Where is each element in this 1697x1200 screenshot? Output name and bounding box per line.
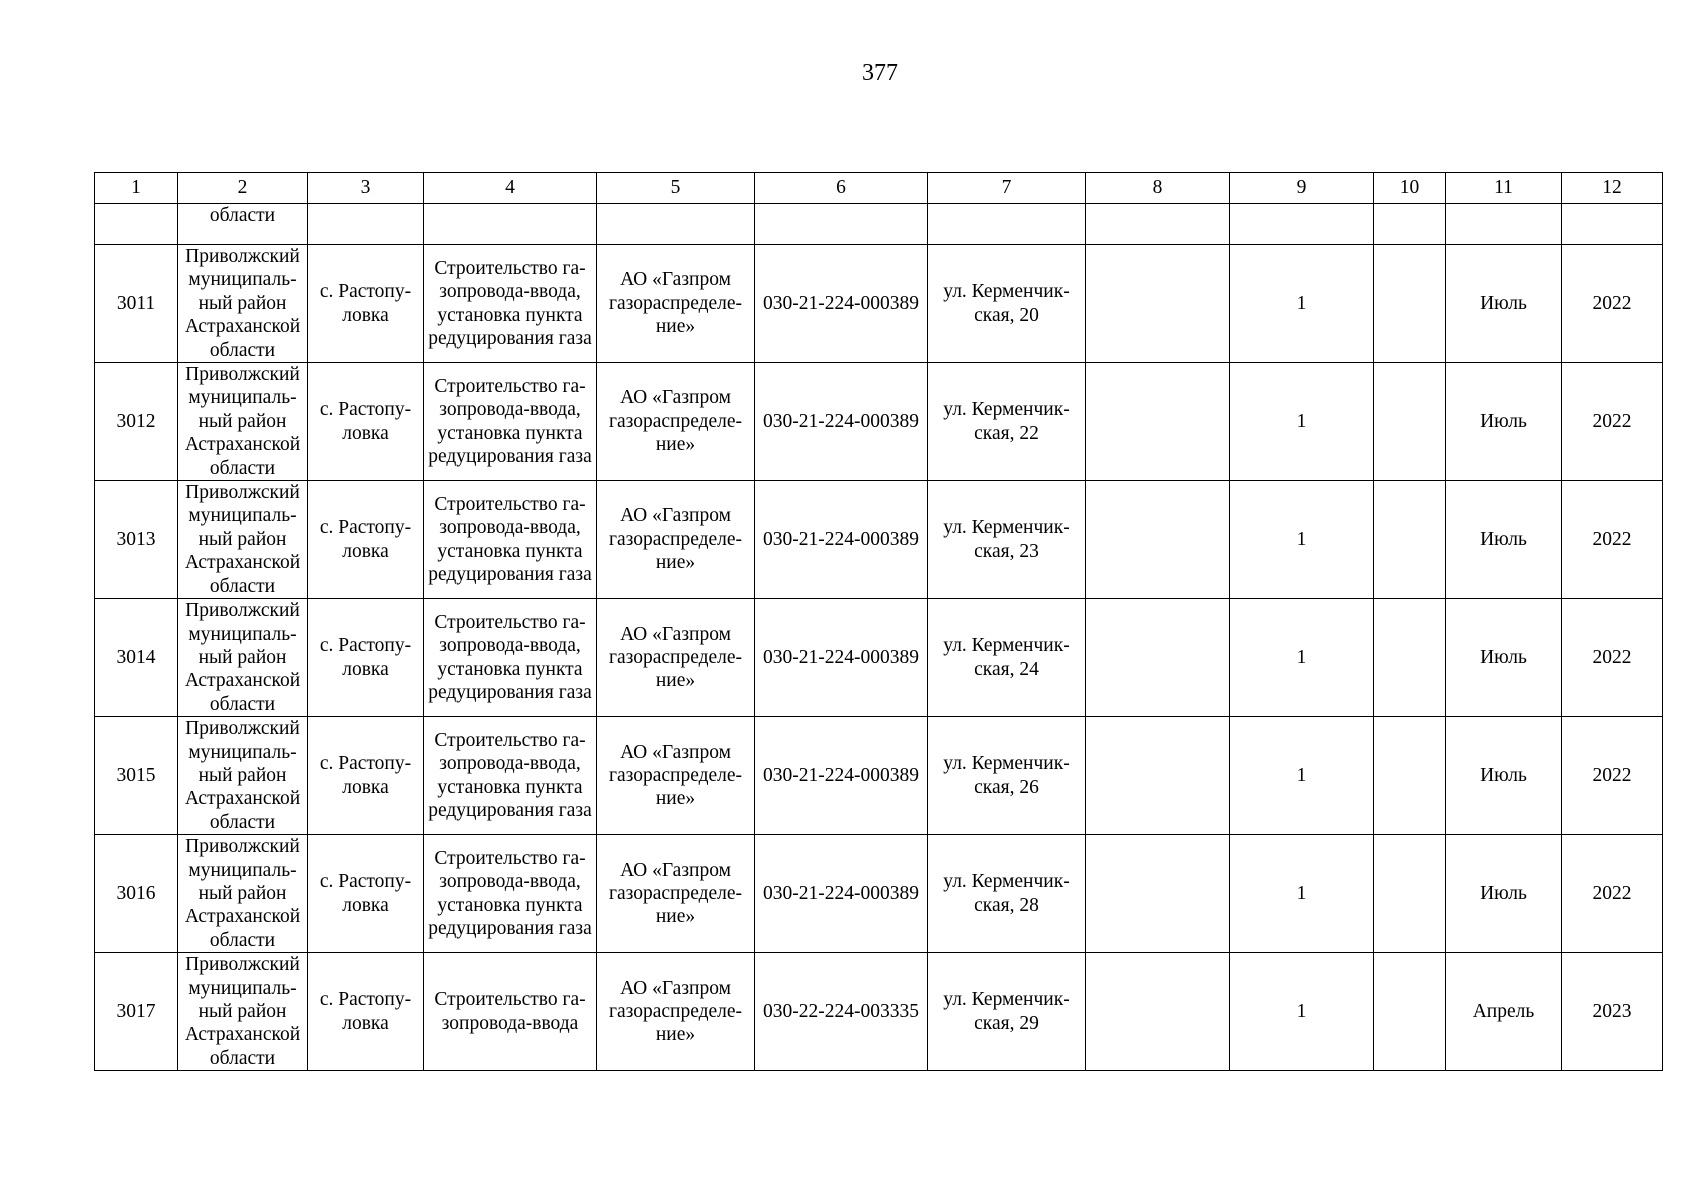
page-number: 377: [862, 60, 898, 86]
table-cell-col-12: [1562, 363, 1663, 481]
cell-text: 2022: [1592, 410, 1632, 432]
cell-text: Строительство га- зопровода-ввода, установка пункта редуцирования газа: [428, 847, 592, 940]
table-cell-col-1: [95, 204, 178, 245]
cell-text: 2022: [1592, 764, 1632, 786]
table-cell-col-8: [1086, 599, 1230, 717]
table-cell-col-3: [308, 717, 424, 835]
table-cell-col-4: [424, 953, 597, 1071]
table-cell-col-11: [1446, 481, 1562, 599]
table-cell-col-3: [308, 173, 424, 204]
cell-text: ул. Керменчик- ская, 26: [943, 753, 1070, 798]
table-cell-col-2: [178, 953, 308, 1071]
cell-text: АО «Газпром газораспределе- ние»: [608, 859, 743, 928]
cell-text: 12: [1602, 177, 1622, 199]
table-cell-col-7: [928, 599, 1086, 717]
cell-text: ул. Керменчик- ская, 29: [943, 989, 1070, 1034]
cell-text: 1: [1296, 410, 1307, 432]
table-cell-col-11: [1446, 835, 1562, 953]
table-cell-col-12: [1562, 204, 1663, 245]
cell-text: Строительство га- зопровода-ввода, установка пункта редуцирования газа: [428, 257, 592, 349]
cell-text: 3016: [116, 882, 156, 904]
table-cell-col-8: [1086, 363, 1230, 481]
table-cell-col-8: [1086, 717, 1230, 835]
table-cell-col-11: [1446, 204, 1562, 245]
table-cell-col-6: [755, 173, 928, 204]
table-cell-col-9: [1230, 599, 1374, 717]
table-cell-col-5: [597, 245, 755, 363]
cell-text: 030-21-224-000389: [763, 764, 919, 786]
table-cell-col-10: [1374, 481, 1446, 599]
cell-text: 1: [1296, 292, 1307, 314]
table-cell-col-1: [95, 953, 178, 1071]
cell-text: области: [209, 205, 276, 226]
cell-text: Строительство га- зопровода-ввода, установка пункта редуцирования газа: [428, 493, 592, 585]
cell-text: Приволжский муниципаль- ный район Астраханской области: [184, 246, 301, 361]
table-cell-col-11: [1446, 245, 1562, 363]
table-cell-col-6: [755, 204, 928, 245]
cell-text: Приволжский муниципаль- ный район Астраханской области: [184, 364, 301, 479]
table-cell-col-12: [1562, 245, 1663, 363]
cell-text: Строительство га- зопровода-ввода, установка пункта редуцирования газа: [428, 611, 592, 704]
table-cell-col-9: [1230, 481, 1374, 599]
table-cell-col-5: [597, 204, 755, 245]
continuation-row: [95, 204, 1663, 245]
cell-text: с. Растопу- ловка: [319, 753, 412, 798]
cell-text: Приволжский муниципаль- ный район Астраханской области: [184, 718, 301, 833]
cell-text: 030-21-224-000389: [763, 528, 919, 550]
table-cell-col-10: [1374, 717, 1446, 835]
table-cell-col-1: [95, 481, 178, 599]
table-cell-col-12: [1562, 953, 1663, 1071]
table-cell-col-9: [1230, 953, 1374, 1071]
cell-text: Июль: [1480, 410, 1527, 432]
cell-text: 8: [1152, 177, 1163, 199]
table-cell-col-7: [928, 363, 1086, 481]
table-cell-col-2: [178, 363, 308, 481]
cell-text: АО «Газпром газораспределе- ние»: [608, 505, 743, 574]
table-cell-col-5: [597, 835, 755, 953]
table-cell-col-2: [178, 173, 308, 204]
cell-text: 3014: [116, 646, 156, 668]
table-row: [95, 481, 1663, 599]
table-cell-col-4: [424, 835, 597, 953]
cell-text: 1: [1296, 646, 1307, 668]
cell-text: ул. Керменчик- ская, 20: [943, 281, 1070, 326]
table-cell-col-4: [424, 717, 597, 835]
cell-text: 3011: [116, 292, 156, 314]
table-cell-col-1: [95, 599, 178, 717]
table-cell-col-6: [755, 481, 928, 599]
table-cell-col-4: [424, 363, 597, 481]
table-cell-col-1: [95, 363, 178, 481]
table-cell-col-12: [1562, 717, 1663, 835]
cell-text: 4: [505, 177, 515, 199]
cell-text: Июль: [1480, 528, 1527, 550]
cell-text: Июль: [1480, 292, 1527, 314]
cell-text: 3012: [116, 410, 156, 432]
table-cell-col-5: [597, 953, 755, 1071]
table-cell-col-9: [1230, 717, 1374, 835]
table-row: [95, 835, 1663, 953]
cell-text: 3: [360, 177, 371, 199]
table-cell-col-9: [1230, 835, 1374, 953]
cell-text: ул. Керменчик- ская, 22: [943, 399, 1070, 444]
cell-text: АО «Газпром газораспределе- ние»: [608, 387, 743, 456]
table-cell-col-2: [178, 717, 308, 835]
cell-text: с. Растопу- ловка: [319, 281, 412, 326]
table-cell-col-7: [928, 245, 1086, 363]
cell-text: 3015: [116, 764, 156, 786]
cell-text: 1: [131, 177, 141, 199]
cell-text: 030-21-224-000389: [763, 882, 919, 904]
table-cell-col-6: [755, 363, 928, 481]
table-cell-col-10: [1374, 953, 1446, 1071]
cell-text: Приволжский муниципаль- ный район Астраханской области: [184, 600, 301, 715]
table-cell-col-12: [1562, 599, 1663, 717]
table-row: [95, 245, 1663, 363]
table-cell-col-4: [424, 481, 597, 599]
data-table: [94, 172, 1663, 1071]
table-cell-col-6: [755, 953, 928, 1071]
table-cell-col-4: [424, 173, 597, 204]
cell-text: Строительство га- зопровода-ввода, установка пункта редуцирования газа: [428, 729, 592, 822]
cell-text: 1: [1296, 764, 1307, 786]
table-cell-col-12: [1562, 173, 1663, 204]
cell-text: с. Растопу- ловка: [319, 517, 412, 562]
table-cell-col-1: [95, 245, 178, 363]
table-cell-col-3: [308, 481, 424, 599]
table-cell-col-4: [424, 599, 597, 717]
table-cell-col-7: [928, 835, 1086, 953]
table-row: [95, 953, 1663, 1071]
cell-text: Апрель: [1472, 1001, 1535, 1022]
table-cell-col-7: [928, 204, 1086, 245]
cell-text: 2: [237, 177, 248, 199]
table-cell-col-8: [1086, 245, 1230, 363]
column-number-row: [95, 173, 1663, 204]
table-cell-col-2: [178, 245, 308, 363]
cell-text: с. Растопу- ловка: [319, 399, 412, 444]
table-cell-col-7: [928, 717, 1086, 835]
table-cell-col-10: [1374, 599, 1446, 717]
table-cell-col-3: [308, 204, 424, 245]
table-cell-col-3: [308, 835, 424, 953]
cell-text: АО «Газпром газораспределе- ние»: [608, 623, 743, 692]
cell-text: 1: [1296, 882, 1307, 904]
cell-text: Приволжский муниципаль- ный район Астраханской области: [184, 954, 301, 1069]
table-row: [95, 363, 1663, 481]
table-cell-col-7: [928, 173, 1086, 204]
table-cell-col-8: [1086, 481, 1230, 599]
table-cell-col-1: [95, 835, 178, 953]
table-cell-col-8: [1086, 204, 1230, 245]
cell-text: 11: [1494, 177, 1513, 199]
cell-text: 2022: [1592, 528, 1632, 550]
cell-text: 2022: [1592, 882, 1632, 904]
table-cell-col-11: [1446, 953, 1562, 1071]
table-cell-col-2: [178, 835, 308, 953]
table-cell-col-9: [1230, 245, 1374, 363]
table-cell-col-10: [1374, 363, 1446, 481]
cell-text: 3013: [116, 528, 156, 550]
table-body: [95, 173, 1663, 1071]
table-cell-col-8: [1086, 173, 1230, 204]
table-cell-col-6: [755, 245, 928, 363]
table-cell-col-11: [1446, 173, 1562, 204]
table-cell-col-8: [1086, 953, 1230, 1071]
table-cell-col-11: [1446, 599, 1562, 717]
cell-text: 2022: [1592, 292, 1632, 314]
cell-text: Июль: [1480, 764, 1527, 786]
table-cell-col-10: [1374, 245, 1446, 363]
table-cell-col-6: [755, 599, 928, 717]
table-cell-col-11: [1446, 717, 1562, 835]
cell-text: с. Растопу- ловка: [319, 871, 412, 916]
cell-text: АО «Газпром газораспределе- ние»: [608, 977, 743, 1046]
cell-text: Июль: [1480, 646, 1527, 668]
table-cell-col-1: [95, 717, 178, 835]
cell-text: 030-21-224-000389: [763, 646, 919, 668]
cell-text: 1: [1296, 1001, 1307, 1022]
cell-text: с. Растопу- ловка: [319, 635, 412, 680]
table-cell-col-5: [597, 481, 755, 599]
cell-text: 1: [1296, 528, 1307, 550]
table-cell-col-2: [178, 599, 308, 717]
table-cell-col-4: [424, 245, 597, 363]
cell-text: 030-22-224-003335: [763, 1001, 919, 1022]
cell-text: 6: [836, 177, 846, 199]
cell-text: Строительство га- зопровода-ввода: [434, 989, 586, 1034]
table-cell-col-5: [597, 363, 755, 481]
cell-text: 5: [670, 177, 681, 199]
table-cell-col-4: [424, 204, 597, 245]
cell-text: 3017: [116, 1001, 156, 1022]
cell-text: 2023: [1592, 1001, 1632, 1022]
table-cell-col-11: [1446, 363, 1562, 481]
cell-text: 10: [1399, 177, 1420, 199]
table-cell-col-3: [308, 953, 424, 1071]
table-cell-col-5: [597, 599, 755, 717]
table-cell-col-7: [928, 953, 1086, 1071]
table-cell-col-10: [1374, 204, 1446, 245]
table-row: [95, 599, 1663, 717]
cell-text: ул. Керменчик- ская, 24: [943, 635, 1070, 680]
table-cell-col-2: [178, 481, 308, 599]
table-cell-col-9: [1230, 173, 1374, 204]
cell-text: 7: [1001, 177, 1012, 199]
table-cell-col-12: [1562, 481, 1663, 599]
cell-text: Июль: [1480, 882, 1527, 904]
cell-text: АО «Газпром газораспределе- ние»: [608, 269, 743, 338]
cell-text: 9: [1296, 177, 1307, 199]
cell-text: 030-21-224-000389: [763, 292, 919, 314]
cell-text: с. Растопу- ловка: [319, 989, 412, 1034]
table-cell-col-10: [1374, 173, 1446, 204]
table-cell-col-12: [1562, 835, 1663, 953]
cell-text: 030-21-224-000389: [763, 410, 919, 432]
table-cell-col-9: [1230, 204, 1374, 245]
table-cell-col-1: [95, 173, 178, 204]
cell-text: Приволжский муниципаль- ный район Астраханской области: [184, 482, 301, 597]
table-cell-col-8: [1086, 835, 1230, 953]
table-cell-col-5: [597, 173, 755, 204]
table-cell-col-7: [928, 481, 1086, 599]
cell-text: АО «Газпром газораспределе- ние»: [608, 741, 743, 810]
table-cell-col-3: [308, 245, 424, 363]
table-cell-col-10: [1374, 835, 1446, 953]
table-cell-col-6: [755, 835, 928, 953]
table-cell-col-2: [178, 204, 308, 245]
table-row: [95, 717, 1663, 835]
cell-text: ул. Керменчик- ская, 28: [943, 871, 1070, 916]
cell-text: Приволжский муниципаль- ный район Астраханской области: [184, 836, 301, 951]
cell-text: Строительство га- зопровода-ввода, установка пункта редуцирования газа: [428, 375, 592, 467]
table-cell-col-3: [308, 599, 424, 717]
table-cell-col-9: [1230, 363, 1374, 481]
cell-text: 2022: [1592, 646, 1632, 668]
table-cell-col-6: [755, 717, 928, 835]
table-cell-col-5: [597, 717, 755, 835]
table-cell-col-3: [308, 363, 424, 481]
cell-text: ул. Керменчик- ская, 23: [943, 517, 1070, 562]
